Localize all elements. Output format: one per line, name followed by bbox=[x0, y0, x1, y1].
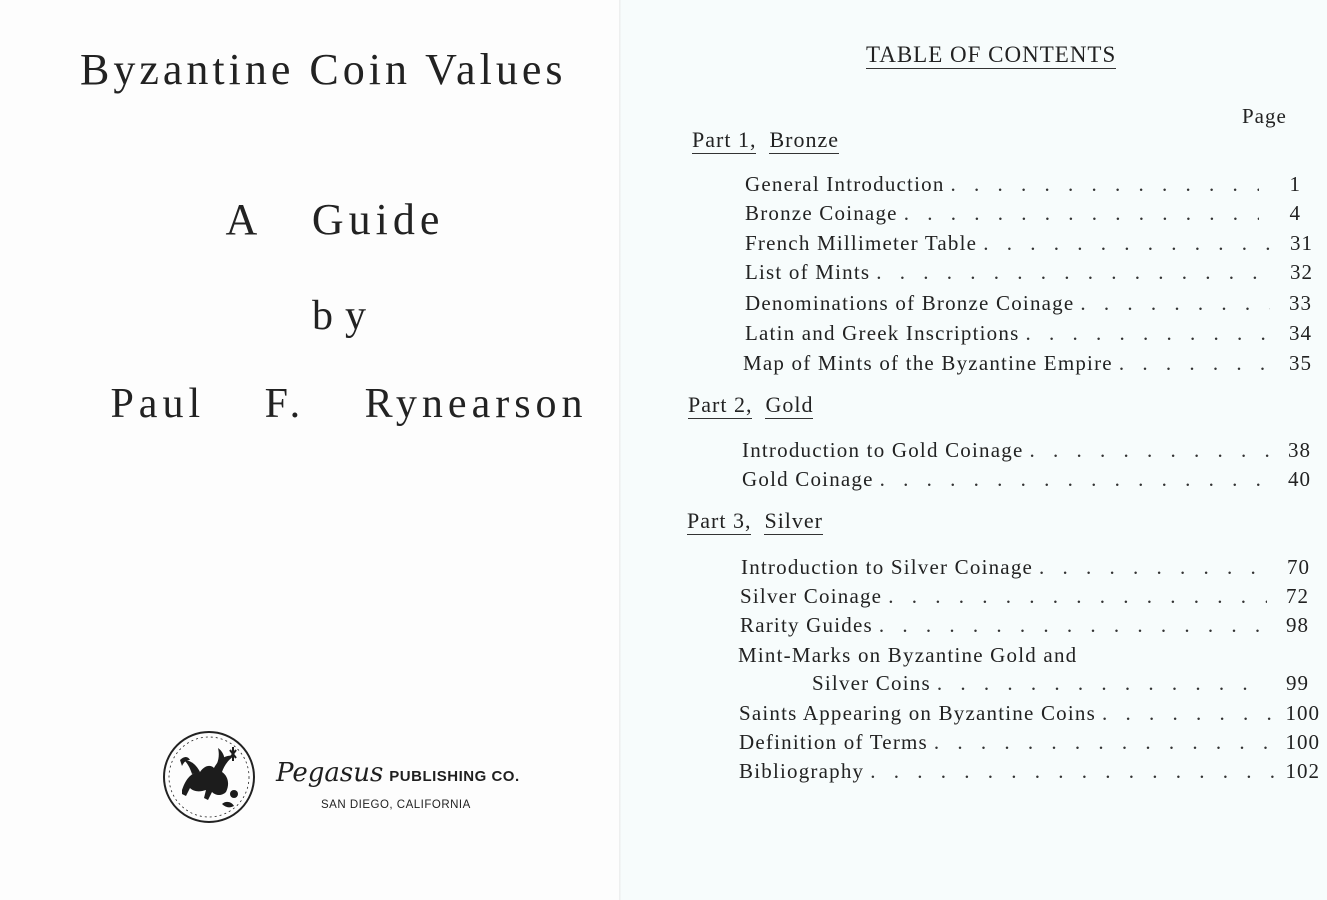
toc-entry-title: Denominations of Bronze Coinage bbox=[745, 291, 1075, 315]
toc-entry-page: 102 bbox=[1285, 759, 1320, 783]
dot-leader bbox=[945, 172, 1259, 197]
part-number: Part 3, bbox=[687, 508, 752, 533]
dot-leader bbox=[898, 201, 1259, 226]
toc-entry-page: 70 bbox=[1287, 555, 1310, 579]
publisher-city: SAN DIEGO, CALIFORNIA bbox=[321, 799, 471, 811]
publisher-script-name: Pegasus bbox=[276, 758, 384, 788]
dot-leader bbox=[931, 671, 1267, 696]
part-heading-gold bbox=[688, 392, 813, 418]
toc-entry bbox=[740, 584, 1309, 612]
dot-leader bbox=[1074, 291, 1270, 316]
part-name: Silver bbox=[764, 508, 824, 533]
toc-entry bbox=[743, 351, 1312, 379]
book-title: Byzantine Coin Values bbox=[80, 45, 567, 94]
toc-entry-title: Introduction to Gold Coinage bbox=[742, 438, 1024, 462]
toc-entry bbox=[739, 759, 1320, 787]
pegasus-logo-icon bbox=[162, 730, 256, 824]
toc-entry bbox=[745, 260, 1313, 288]
toc-entry-title: Rarity Guides bbox=[740, 613, 873, 637]
dot-leader bbox=[882, 584, 1267, 609]
toc-entry-page: 33 bbox=[1289, 291, 1312, 315]
toc-entry bbox=[741, 555, 1310, 583]
author-name: Paul F. Rynearson bbox=[110, 381, 588, 427]
toc-entry-title: Latin and Greek Inscriptions bbox=[745, 321, 1020, 345]
dot-leader bbox=[1019, 321, 1270, 346]
toc-entry-title: Map of Mints of the Byzantine Empire bbox=[743, 351, 1113, 375]
part-number: Part 1, bbox=[692, 127, 757, 152]
toc-entry bbox=[745, 172, 1301, 200]
dot-leader bbox=[1023, 438, 1269, 463]
part-name: Gold bbox=[765, 392, 814, 417]
toc-entry-page: 31 bbox=[1290, 231, 1313, 255]
dot-leader bbox=[874, 467, 1269, 492]
toc-entry-page: 35 bbox=[1289, 351, 1312, 375]
by-line: by bbox=[312, 293, 378, 339]
dot-leader bbox=[870, 260, 1271, 285]
dot-leader bbox=[1033, 555, 1268, 580]
toc-entry-title: French Millimeter Table bbox=[745, 231, 978, 255]
toc-entry bbox=[740, 613, 1309, 641]
dot-leader bbox=[928, 730, 1278, 755]
toc-entry bbox=[745, 321, 1312, 349]
toc-entry-page: 100 bbox=[1285, 701, 1320, 725]
toc-entry-title: Saints Appearing on Byzantine Coins bbox=[739, 701, 1096, 725]
toc-entry-title: General Introduction bbox=[745, 172, 945, 196]
toc-entry bbox=[739, 730, 1320, 758]
toc-entry-page: 32 bbox=[1290, 260, 1313, 284]
dot-leader bbox=[1113, 351, 1270, 376]
book-subtitle: A Guide bbox=[225, 195, 445, 244]
part-heading-silver bbox=[687, 508, 823, 534]
toc-entry bbox=[745, 201, 1301, 229]
toc-entry bbox=[742, 438, 1311, 466]
toc-entry-title: Introduction to Silver Coinage bbox=[741, 555, 1034, 579]
publisher-name bbox=[276, 758, 520, 788]
dot-leader bbox=[977, 231, 1271, 256]
toc-entry-page: 34 bbox=[1289, 321, 1312, 345]
page-column-label: Page bbox=[1242, 104, 1287, 128]
toc-entry-title: Silver Coins bbox=[812, 671, 931, 695]
toc-entry-title: Bronze Coinage bbox=[745, 201, 898, 225]
toc-entry-lead-line: Mint-Marks on Byzantine Gold and bbox=[738, 643, 1078, 667]
toc-entry bbox=[745, 231, 1313, 259]
toc-entry-title: List of Mints bbox=[745, 260, 871, 284]
toc-entry-title: Definition of Terms bbox=[739, 730, 928, 754]
dot-leader bbox=[1096, 701, 1278, 726]
toc-entry bbox=[742, 467, 1311, 495]
toc-entry-page: 98 bbox=[1286, 613, 1309, 637]
part-number: Part 2, bbox=[688, 392, 753, 417]
toc-heading: TABLE OF CONTENTS bbox=[866, 42, 1117, 67]
toc-entry-title: Gold Coinage bbox=[742, 467, 874, 491]
toc-entry-page: 72 bbox=[1286, 584, 1309, 608]
toc-entry bbox=[812, 671, 1309, 699]
toc-entry-page: 4 bbox=[1289, 201, 1301, 225]
page-gutter bbox=[619, 0, 621, 900]
toc-entry-title: Bibliography bbox=[739, 759, 865, 783]
toc-entry bbox=[739, 701, 1320, 729]
toc-entry-page: 1 bbox=[1289, 172, 1301, 196]
toc-entry-page: 100 bbox=[1285, 730, 1320, 754]
toc-entry-page: 40 bbox=[1288, 467, 1311, 491]
toc-entry-title: Silver Coinage bbox=[740, 584, 883, 608]
dot-leader bbox=[864, 759, 1278, 784]
toc-entry bbox=[745, 291, 1312, 319]
part-name: Bronze bbox=[769, 127, 839, 152]
toc-entry-page: 99 bbox=[1286, 671, 1309, 695]
dot-leader bbox=[873, 613, 1267, 638]
part-heading-bronze bbox=[692, 127, 839, 153]
publisher-name-text: PUBLISHING CO. bbox=[389, 768, 520, 785]
toc-entry-page: 38 bbox=[1288, 438, 1311, 462]
